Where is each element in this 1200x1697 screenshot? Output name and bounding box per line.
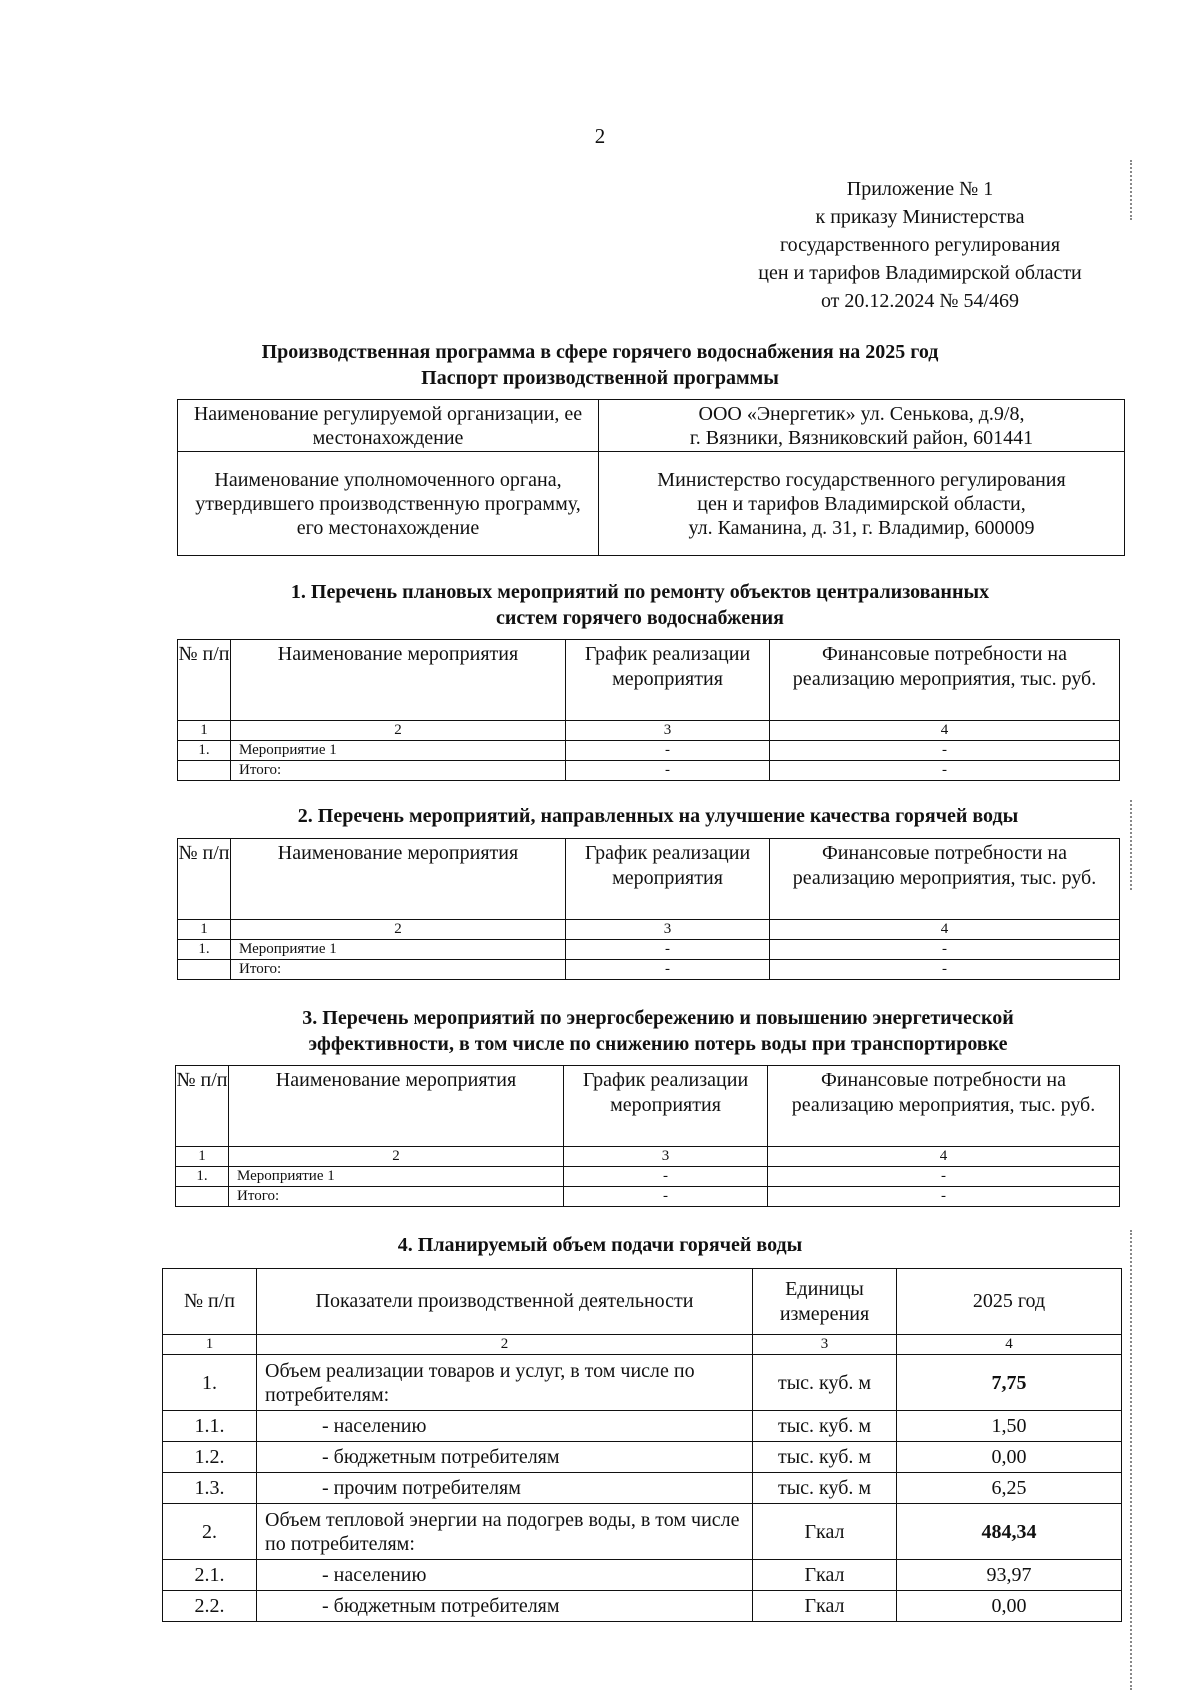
index-cell: 3 [566, 721, 770, 741]
value-cell: 0,00 [897, 1591, 1122, 1622]
col-schedule-header: График реализации мероприятия [564, 1066, 768, 1147]
total-label: Итого: [231, 761, 566, 781]
table-total-row [176, 1187, 1120, 1207]
value-cell: 484,34 [897, 1504, 1122, 1560]
index-cell: 2 [231, 920, 566, 940]
unit-cell: тыс. куб. м [753, 1355, 897, 1411]
table-index-row [176, 1147, 1120, 1167]
scan-artifact [1130, 160, 1132, 220]
index-cell: 1 [163, 1335, 257, 1355]
table-index-row [178, 920, 1120, 940]
activity-name: Мероприятие 1 [231, 940, 566, 960]
col-name-header: Наименование мероприятия [231, 839, 566, 920]
activity-name: Мероприятие 1 [229, 1167, 564, 1187]
section3-title-line: 3. Перечень мероприятий по энергосбережению и повышению энергетической [302, 1007, 1014, 1029]
unit-cell: тыс. куб. м [753, 1411, 897, 1442]
appendix-line: Приложение № 1 [846, 178, 994, 200]
table-row [163, 1473, 1122, 1504]
total-schedule: - [564, 1187, 768, 1207]
table-row [178, 741, 1120, 761]
table-header-row [178, 640, 1120, 721]
activities-table-2 [177, 838, 1120, 980]
passport-value [599, 400, 1125, 452]
page-number: 2 [594, 124, 606, 148]
col-unit-header: Единицы измерения [753, 1269, 897, 1335]
table-header-row [176, 1066, 1120, 1147]
activity-finance: - [768, 1167, 1120, 1187]
unit-cell: тыс. куб. м [753, 1473, 897, 1504]
activity-finance: - [770, 940, 1120, 960]
table-total-row [178, 960, 1120, 980]
passport-table [177, 399, 1125, 556]
table-index-row [178, 721, 1120, 741]
index-cell: 4 [768, 1147, 1120, 1167]
total-finance: - [770, 761, 1120, 781]
col-number-header: № п/п [178, 640, 231, 721]
row-number: 1. [178, 741, 231, 761]
table-header-row [163, 1269, 1122, 1335]
table-row [163, 1504, 1122, 1560]
row-number: 2. [163, 1504, 257, 1560]
index-cell: 1 [178, 920, 231, 940]
section3-title-line: эффективности, в том числе по снижению потерь воды при транспортировке [308, 1033, 1008, 1055]
unit-cell: Гкал [753, 1504, 897, 1560]
col-indicator-header: Показатели производственной деятельности [257, 1269, 753, 1335]
unit-cell: Гкал [753, 1591, 897, 1622]
indicator-name: Объем тепловой энергии на подогрев воды, в том числе по потребителям: [257, 1504, 753, 1560]
unit-cell: Гкал [753, 1560, 897, 1591]
activities-table-3 [175, 1065, 1120, 1207]
appendix-header [720, 175, 1120, 315]
value-cell: 93,97 [897, 1560, 1122, 1591]
indicator-name: - бюджетным потребителям [257, 1591, 753, 1622]
activity-name: Мероприятие 1 [231, 741, 566, 761]
value-cell: 7,75 [897, 1355, 1122, 1411]
scan-artifact [1130, 800, 1132, 890]
index-cell: 1 [176, 1147, 229, 1167]
appendix-line: государственного регулирования [779, 234, 1061, 256]
scan-artifact [1130, 1230, 1132, 1690]
unit-cell: тыс. куб. м [753, 1442, 897, 1473]
table-row [178, 452, 1125, 556]
index-cell: 4 [770, 721, 1120, 741]
total-finance: - [768, 1187, 1120, 1207]
row-number: 2.1. [163, 1560, 257, 1591]
total-schedule: - [566, 761, 770, 781]
index-cell: 3 [564, 1147, 768, 1167]
passport-value [599, 452, 1125, 556]
passport-value-line: г. Вязники, Вязниковский район, 601441 [689, 426, 1034, 449]
table-index-row [163, 1335, 1122, 1355]
section2-title: 2. Перечень мероприятий, направленных на улучшение качества горячей воды [297, 805, 1019, 827]
index-cell: 3 [566, 920, 770, 940]
index-cell: 3 [753, 1335, 897, 1355]
table-row [163, 1355, 1122, 1411]
row-number: 1.1. [163, 1411, 257, 1442]
section1-title-line: систем горячего водоснабжения [496, 607, 784, 629]
indicator-name: - населению [257, 1560, 753, 1591]
table-row [178, 400, 1125, 452]
row-number: 1.2. [163, 1442, 257, 1473]
activities-table-1 [177, 639, 1120, 781]
total-finance: - [770, 960, 1120, 980]
index-cell: 2 [231, 721, 566, 741]
table-header-row [178, 839, 1120, 920]
passport-label: Наименование уполномоченного органа, утвердившего производственную программу, его местонахождение [178, 452, 599, 556]
program-title: Производственная программа в сфере горячего водоснабжения на 2025 год [261, 341, 939, 363]
col-number-header: № п/п [178, 839, 231, 920]
col-name-header: Наименование мероприятия [231, 640, 566, 721]
passport-value-line: ООО «Энергетик» ул. Сенькова, д.9/8, [698, 402, 1025, 425]
passport-value-line: цен и тарифов Владимирской области, [697, 492, 1026, 515]
col-name-header: Наименование мероприятия [229, 1066, 564, 1147]
row-number [178, 761, 231, 781]
col-number-header: № п/п [163, 1269, 257, 1335]
row-number [178, 960, 231, 980]
section1-title-line: 1. Перечень плановых мероприятий по ремонту объектов централизованных [290, 581, 990, 603]
activity-schedule: - [564, 1167, 768, 1187]
value-cell: 6,25 [897, 1473, 1122, 1504]
table-total-row [178, 761, 1120, 781]
section3-title [58, 1005, 1200, 1057]
col-year-header: 2025 год [897, 1269, 1122, 1335]
total-schedule: - [566, 960, 770, 980]
col-finance-header: Финансовые потребности на реализацию мероприятия, тыс. руб. [768, 1066, 1120, 1147]
table-row [163, 1560, 1122, 1591]
volume-table [162, 1268, 1122, 1622]
row-number: 1. [178, 940, 231, 960]
col-schedule-header: График реализации мероприятия [566, 640, 770, 721]
total-label: Итого: [229, 1187, 564, 1207]
section1-title [40, 579, 1200, 631]
indicator-name: - прочим потребителям [257, 1473, 753, 1504]
row-number: 1. [176, 1167, 229, 1187]
index-cell: 4 [770, 920, 1120, 940]
indicator-name: Объем реализации товаров и услуг, в том числе по потребителям: [257, 1355, 753, 1411]
activity-schedule: - [566, 741, 770, 761]
passport-title: Паспорт производственной программы [421, 367, 779, 389]
table-row [176, 1167, 1120, 1187]
activity-finance: - [770, 741, 1120, 761]
section4-title: 4. Планируемый объем подачи горячей воды [397, 1234, 803, 1256]
col-finance-header: Финансовые потребности на реализацию мероприятия, тыс. руб. [770, 839, 1120, 920]
appendix-line: к приказу Министерства [815, 206, 1025, 228]
total-label: Итого: [231, 960, 566, 980]
col-schedule-header: График реализации мероприятия [566, 839, 770, 920]
row-number: 1.3. [163, 1473, 257, 1504]
passport-value-line: ул. Каманина, д. 31, г. Владимир, 600009 [688, 516, 1035, 539]
appendix-line: от 20.12.2024 № 54/469 [820, 290, 1020, 312]
passport-label: Наименование регулируемой организации, ее местонахождение [178, 400, 599, 452]
value-cell: 0,00 [897, 1442, 1122, 1473]
table-row [178, 940, 1120, 960]
passport-value-line: Министерство государственного регулирования [657, 468, 1066, 491]
value-cell: 1,50 [897, 1411, 1122, 1442]
index-cell: 1 [178, 721, 231, 741]
index-cell: 4 [897, 1335, 1122, 1355]
indicator-name: - бюджетным потребителям [257, 1442, 753, 1473]
row-number: 1. [163, 1355, 257, 1411]
index-cell: 2 [229, 1147, 564, 1167]
table-row [163, 1442, 1122, 1473]
row-number [176, 1187, 229, 1207]
appendix-line: цен и тарифов Владимирской области [758, 262, 1082, 284]
col-finance-header: Финансовые потребности на реализацию мероприятия, тыс. руб. [770, 640, 1120, 721]
table-row [163, 1411, 1122, 1442]
index-cell: 2 [257, 1335, 753, 1355]
row-number: 2.2. [163, 1591, 257, 1622]
indicator-name: - населению [257, 1411, 753, 1442]
col-number-header: № п/п [176, 1066, 229, 1147]
activity-schedule: - [566, 940, 770, 960]
table-row [163, 1591, 1122, 1622]
